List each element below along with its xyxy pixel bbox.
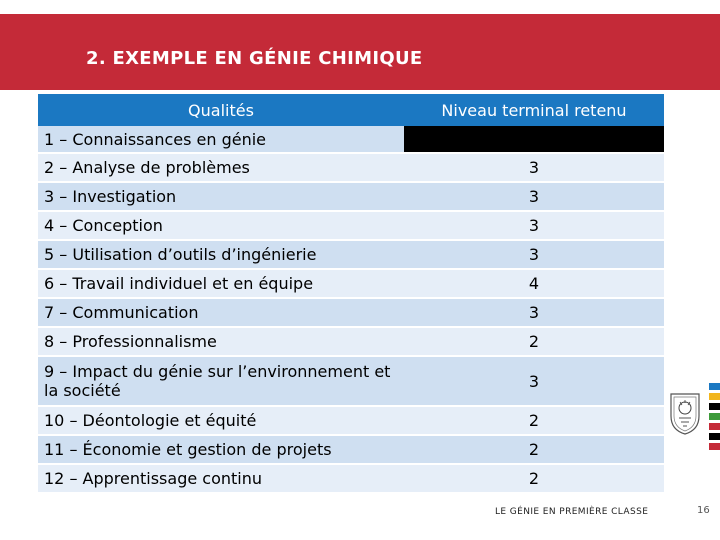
- table-row: [38, 356, 664, 406]
- level-cell: 3: [404, 182, 664, 211]
- table-row: [38, 298, 664, 327]
- stripe: [709, 433, 720, 440]
- level-cell: 2: [404, 327, 664, 356]
- level-cell: 2: [404, 406, 664, 435]
- quality-cell: 8 – Professionnalisme: [38, 327, 404, 356]
- quality-cell: 1 – Connaissances en génie: [38, 126, 404, 153]
- quality-cell: 7 – Communication: [38, 298, 404, 327]
- quality-cell: 6 – Travail individuel et en équipe: [38, 269, 404, 298]
- slide-title: 2. EXEMPLE EN GÉNIE CHIMIQUE: [86, 48, 423, 69]
- level-cell: 3: [404, 211, 664, 240]
- header-terminal-level: Niveau terminal retenu: [404, 94, 664, 126]
- table-row: [38, 435, 664, 464]
- stripe: [709, 393, 720, 400]
- header-qualities: Qualités: [38, 94, 404, 126]
- table-row: [38, 406, 664, 435]
- stripe: [709, 423, 720, 430]
- qualities-table: [38, 94, 664, 494]
- table-row: [38, 464, 664, 493]
- stripe: [709, 443, 720, 450]
- level-cell: 3: [404, 240, 664, 269]
- stripe: [709, 413, 720, 420]
- quality-cell: 11 – Économie et gestion de projets: [38, 435, 404, 464]
- table-row: [38, 327, 664, 356]
- quality-cell: 12 – Apprentissage continu: [38, 464, 404, 493]
- table-row: [38, 182, 664, 211]
- quality-cell: 4 – Conception: [38, 211, 404, 240]
- table-row: [38, 153, 664, 182]
- page-number: 16: [697, 505, 710, 516]
- quality-cell: 10 – Déontologie et équité: [38, 406, 404, 435]
- university-seal-icon: [667, 390, 703, 436]
- footer-tagline: LE GÉNIE EN PREMIÈRE CLASSE: [495, 507, 649, 517]
- level-cell: 2: [404, 435, 664, 464]
- level-cell: 3: [404, 298, 664, 327]
- level-cell: 2: [404, 464, 664, 493]
- table-row: [38, 269, 664, 298]
- quality-cell: 5 – Utilisation d’outils d’ingénierie: [38, 240, 404, 269]
- stripe: [709, 383, 720, 390]
- level-cell: 3: [404, 153, 664, 182]
- level-cell: 3: [404, 356, 664, 406]
- level-cell: 4: [404, 269, 664, 298]
- quality-cell: 9 – Impact du génie sur l’environnement et la société: [38, 356, 404, 406]
- table-row: [38, 240, 664, 269]
- quality-cell: 2 – Analyse de problèmes: [38, 153, 404, 182]
- quality-cell: 3 – Investigation: [38, 182, 404, 211]
- stripe: [709, 403, 720, 410]
- level-cell: [404, 126, 664, 153]
- table-row: [38, 126, 664, 153]
- table-row: [38, 211, 664, 240]
- color-stripes: [709, 383, 720, 453]
- table-header-row: [38, 94, 664, 126]
